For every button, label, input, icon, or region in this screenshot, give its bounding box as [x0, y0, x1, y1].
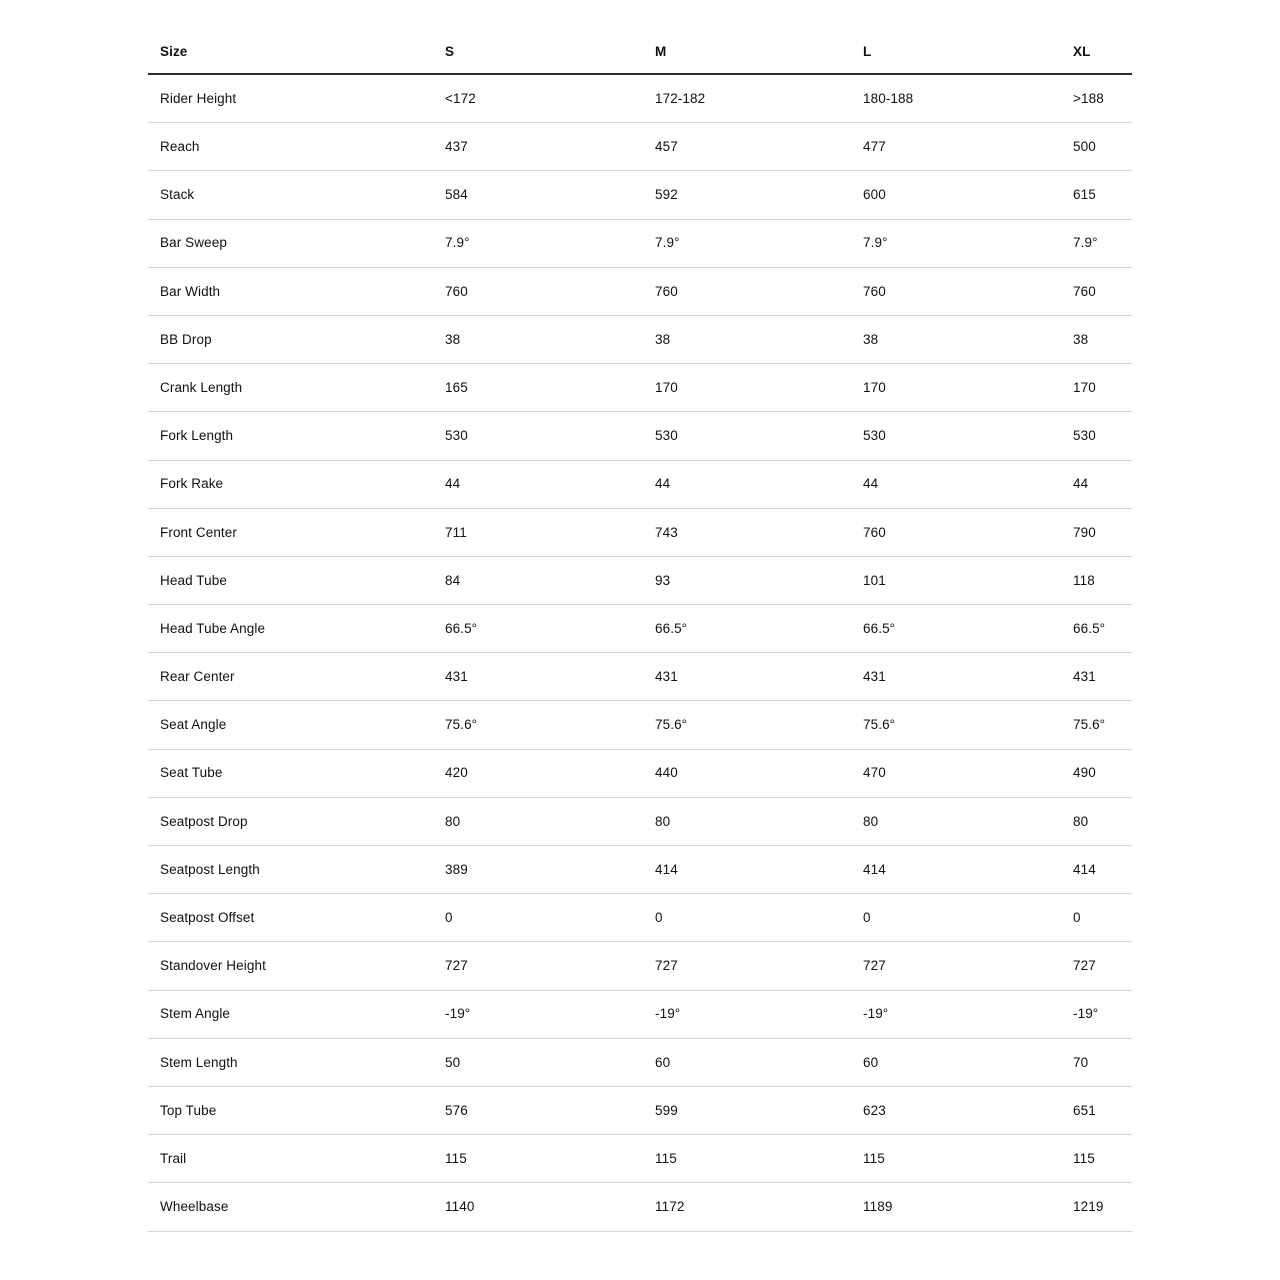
row-label: Head Tube Angle: [160, 620, 266, 636]
table-row: [148, 412, 1132, 460]
table-row: [148, 653, 1132, 701]
cell-value-l: 66.5°: [863, 620, 896, 636]
row-label: Trail: [160, 1150, 187, 1166]
cell-value-m: 170: [655, 379, 678, 395]
cell-value-s: 727: [445, 958, 468, 974]
column-header-s: S: [445, 43, 455, 59]
cell-value-l: 477: [863, 139, 886, 155]
cell-value-s: 389: [445, 861, 468, 877]
cell-value-l: 80: [863, 813, 879, 829]
cell-value-xl: 7.9°: [1073, 235, 1098, 251]
cell-value-m: 599: [655, 1102, 678, 1118]
cell-value-xl: 727: [1073, 958, 1096, 974]
cell-value-l: 170: [863, 379, 886, 395]
table-row: [148, 364, 1132, 412]
cell-value-xl: 44: [1073, 476, 1089, 492]
column-header-l: L: [863, 43, 872, 59]
cell-value-m: 60: [655, 1054, 671, 1070]
row-label: Stem Length: [160, 1054, 238, 1070]
cell-value-m: 530: [655, 428, 678, 444]
table-header-row: [148, 30, 1132, 75]
table-row: [148, 123, 1132, 171]
cell-value-m: 743: [655, 524, 678, 540]
table-row: [148, 316, 1132, 364]
cell-value-xl: 790: [1073, 524, 1096, 540]
cell-value-m: 44: [655, 476, 671, 492]
cell-value-xl: 75.6°: [1073, 717, 1106, 733]
cell-value-s: 576: [445, 1102, 468, 1118]
cell-value-s: 711: [445, 524, 467, 540]
row-label: Head Tube: [160, 572, 227, 588]
cell-value-m: 760: [655, 283, 678, 299]
cell-value-l: 75.6°: [863, 717, 896, 733]
cell-value-s: 66.5°: [445, 620, 478, 636]
cell-value-l: 431: [863, 669, 886, 685]
table-row: [148, 605, 1132, 653]
table-row: [148, 1183, 1132, 1231]
cell-value-l: 115: [863, 1150, 885, 1166]
cell-value-m: 80: [655, 813, 671, 829]
row-label: Bar Sweep: [160, 235, 227, 251]
table-row: [148, 171, 1132, 219]
row-label: Stack: [160, 187, 195, 203]
row-label: Seatpost Drop: [160, 813, 248, 829]
cell-value-l: 60: [863, 1054, 879, 1070]
cell-value-xl: 760: [1073, 283, 1096, 299]
row-label: Seat Tube: [160, 765, 223, 781]
table-row: [148, 846, 1132, 894]
cell-value-s: 437: [445, 139, 468, 155]
row-label: Crank Length: [160, 379, 243, 395]
cell-value-s: -19°: [445, 1006, 471, 1022]
row-label: BB Drop: [160, 331, 212, 347]
cell-value-s: 80: [445, 813, 461, 829]
cell-value-xl: 431: [1073, 669, 1096, 685]
cell-value-s: 44: [445, 476, 461, 492]
cell-value-xl: 70: [1073, 1054, 1089, 1070]
cell-value-m: 440: [655, 765, 678, 781]
cell-value-xl: 38: [1073, 331, 1089, 347]
cell-value-s: 584: [445, 187, 468, 203]
table-row: [148, 220, 1132, 268]
row-label: Standover Height: [160, 958, 266, 974]
table-row: [148, 557, 1132, 605]
cell-value-xl: >188: [1073, 90, 1104, 106]
cell-value-m: 38: [655, 331, 671, 347]
cell-value-xl: 490: [1073, 765, 1096, 781]
cell-value-l: -19°: [863, 1006, 889, 1022]
table-body: [148, 75, 1132, 1232]
cell-value-m: 115: [655, 1150, 677, 1166]
cell-value-xl: 651: [1073, 1102, 1096, 1118]
cell-value-l: 600: [863, 187, 886, 203]
cell-value-m: 592: [655, 187, 678, 203]
cell-value-l: 414: [863, 861, 886, 877]
cell-value-m: 0: [655, 910, 663, 926]
cell-value-s: 420: [445, 765, 468, 781]
cell-value-s: 7.9°: [445, 235, 470, 251]
cell-value-l: 44: [863, 476, 879, 492]
cell-value-m: -19°: [655, 1006, 681, 1022]
cell-value-s: 0: [445, 910, 453, 926]
table-row: [148, 750, 1132, 798]
cell-value-l: 180-188: [863, 90, 914, 106]
table-row: [148, 991, 1132, 1039]
cell-value-s: 50: [445, 1054, 461, 1070]
cell-value-s: 75.6°: [445, 717, 478, 733]
cell-value-l: 101: [863, 572, 886, 588]
row-label: Top Tube: [160, 1102, 217, 1118]
cell-value-l: 623: [863, 1102, 886, 1118]
cell-value-s: 115: [445, 1150, 467, 1166]
row-label: Bar Width: [160, 283, 221, 299]
row-label: Front Center: [160, 524, 237, 540]
table-row: [148, 268, 1132, 316]
cell-value-l: 530: [863, 428, 886, 444]
cell-value-xl: 115: [1073, 1150, 1095, 1166]
cell-value-m: 457: [655, 139, 678, 155]
cell-value-m: 431: [655, 669, 678, 685]
cell-value-m: 75.6°: [655, 717, 688, 733]
cell-value-m: 172-182: [655, 90, 706, 106]
table-row: [148, 701, 1132, 749]
cell-value-xl: 170: [1073, 379, 1096, 395]
cell-value-xl: -19°: [1073, 1006, 1099, 1022]
cell-value-xl: 1219: [1073, 1199, 1104, 1215]
table-row: [148, 509, 1132, 557]
table-row: [148, 942, 1132, 990]
cell-value-l: 727: [863, 958, 886, 974]
cell-value-s: 530: [445, 428, 468, 444]
cell-value-xl: 118: [1073, 572, 1095, 588]
row-label: Seatpost Length: [160, 861, 260, 877]
cell-value-l: 760: [863, 283, 886, 299]
cell-value-s: 84: [445, 572, 461, 588]
cell-value-m: 7.9°: [655, 235, 680, 251]
table-row: [148, 75, 1132, 123]
cell-value-m: 66.5°: [655, 620, 688, 636]
cell-value-s: <172: [445, 90, 476, 106]
cell-value-m: 414: [655, 861, 678, 877]
column-header-xl: XL: [1073, 43, 1091, 59]
row-label: Rear Center: [160, 669, 235, 685]
cell-value-xl: 0: [1073, 910, 1081, 926]
row-label: Seat Angle: [160, 717, 227, 733]
cell-value-xl: 500: [1073, 139, 1096, 155]
cell-value-m: 93: [655, 572, 671, 588]
row-label: Stem Angle: [160, 1006, 231, 1022]
cell-value-l: 7.9°: [863, 235, 888, 251]
cell-value-s: 1140: [445, 1199, 475, 1215]
table-row: [148, 1135, 1132, 1183]
row-label: Rider Height: [160, 90, 237, 106]
geometry-table: [148, 30, 1132, 1232]
cell-value-xl: 414: [1073, 861, 1096, 877]
cell-value-xl: 615: [1073, 187, 1096, 203]
cell-value-l: 1189: [863, 1199, 893, 1215]
column-header-size: Size: [160, 43, 188, 59]
cell-value-l: 760: [863, 524, 886, 540]
table-row: [148, 1087, 1132, 1135]
cell-value-s: 38: [445, 331, 461, 347]
row-label: Wheelbase: [160, 1199, 229, 1215]
cell-value-xl: 80: [1073, 813, 1089, 829]
cell-value-xl: 530: [1073, 428, 1096, 444]
cell-value-m: 1172: [655, 1199, 685, 1215]
table-row: [148, 798, 1132, 846]
cell-value-s: 760: [445, 283, 468, 299]
row-label: Reach: [160, 139, 200, 155]
cell-value-s: 431: [445, 669, 468, 685]
column-header-m: M: [655, 43, 667, 59]
row-label: Fork Rake: [160, 476, 224, 492]
cell-value-l: 38: [863, 331, 879, 347]
cell-value-s: 165: [445, 379, 468, 395]
cell-value-xl: 66.5°: [1073, 620, 1106, 636]
table-row: [148, 1039, 1132, 1087]
cell-value-l: 0: [863, 910, 871, 926]
cell-value-m: 727: [655, 958, 678, 974]
row-label: Seatpost Offset: [160, 910, 255, 926]
table-row: [148, 461, 1132, 509]
row-label: Fork Length: [160, 428, 234, 444]
cell-value-l: 470: [863, 765, 886, 781]
table-row: [148, 894, 1132, 942]
